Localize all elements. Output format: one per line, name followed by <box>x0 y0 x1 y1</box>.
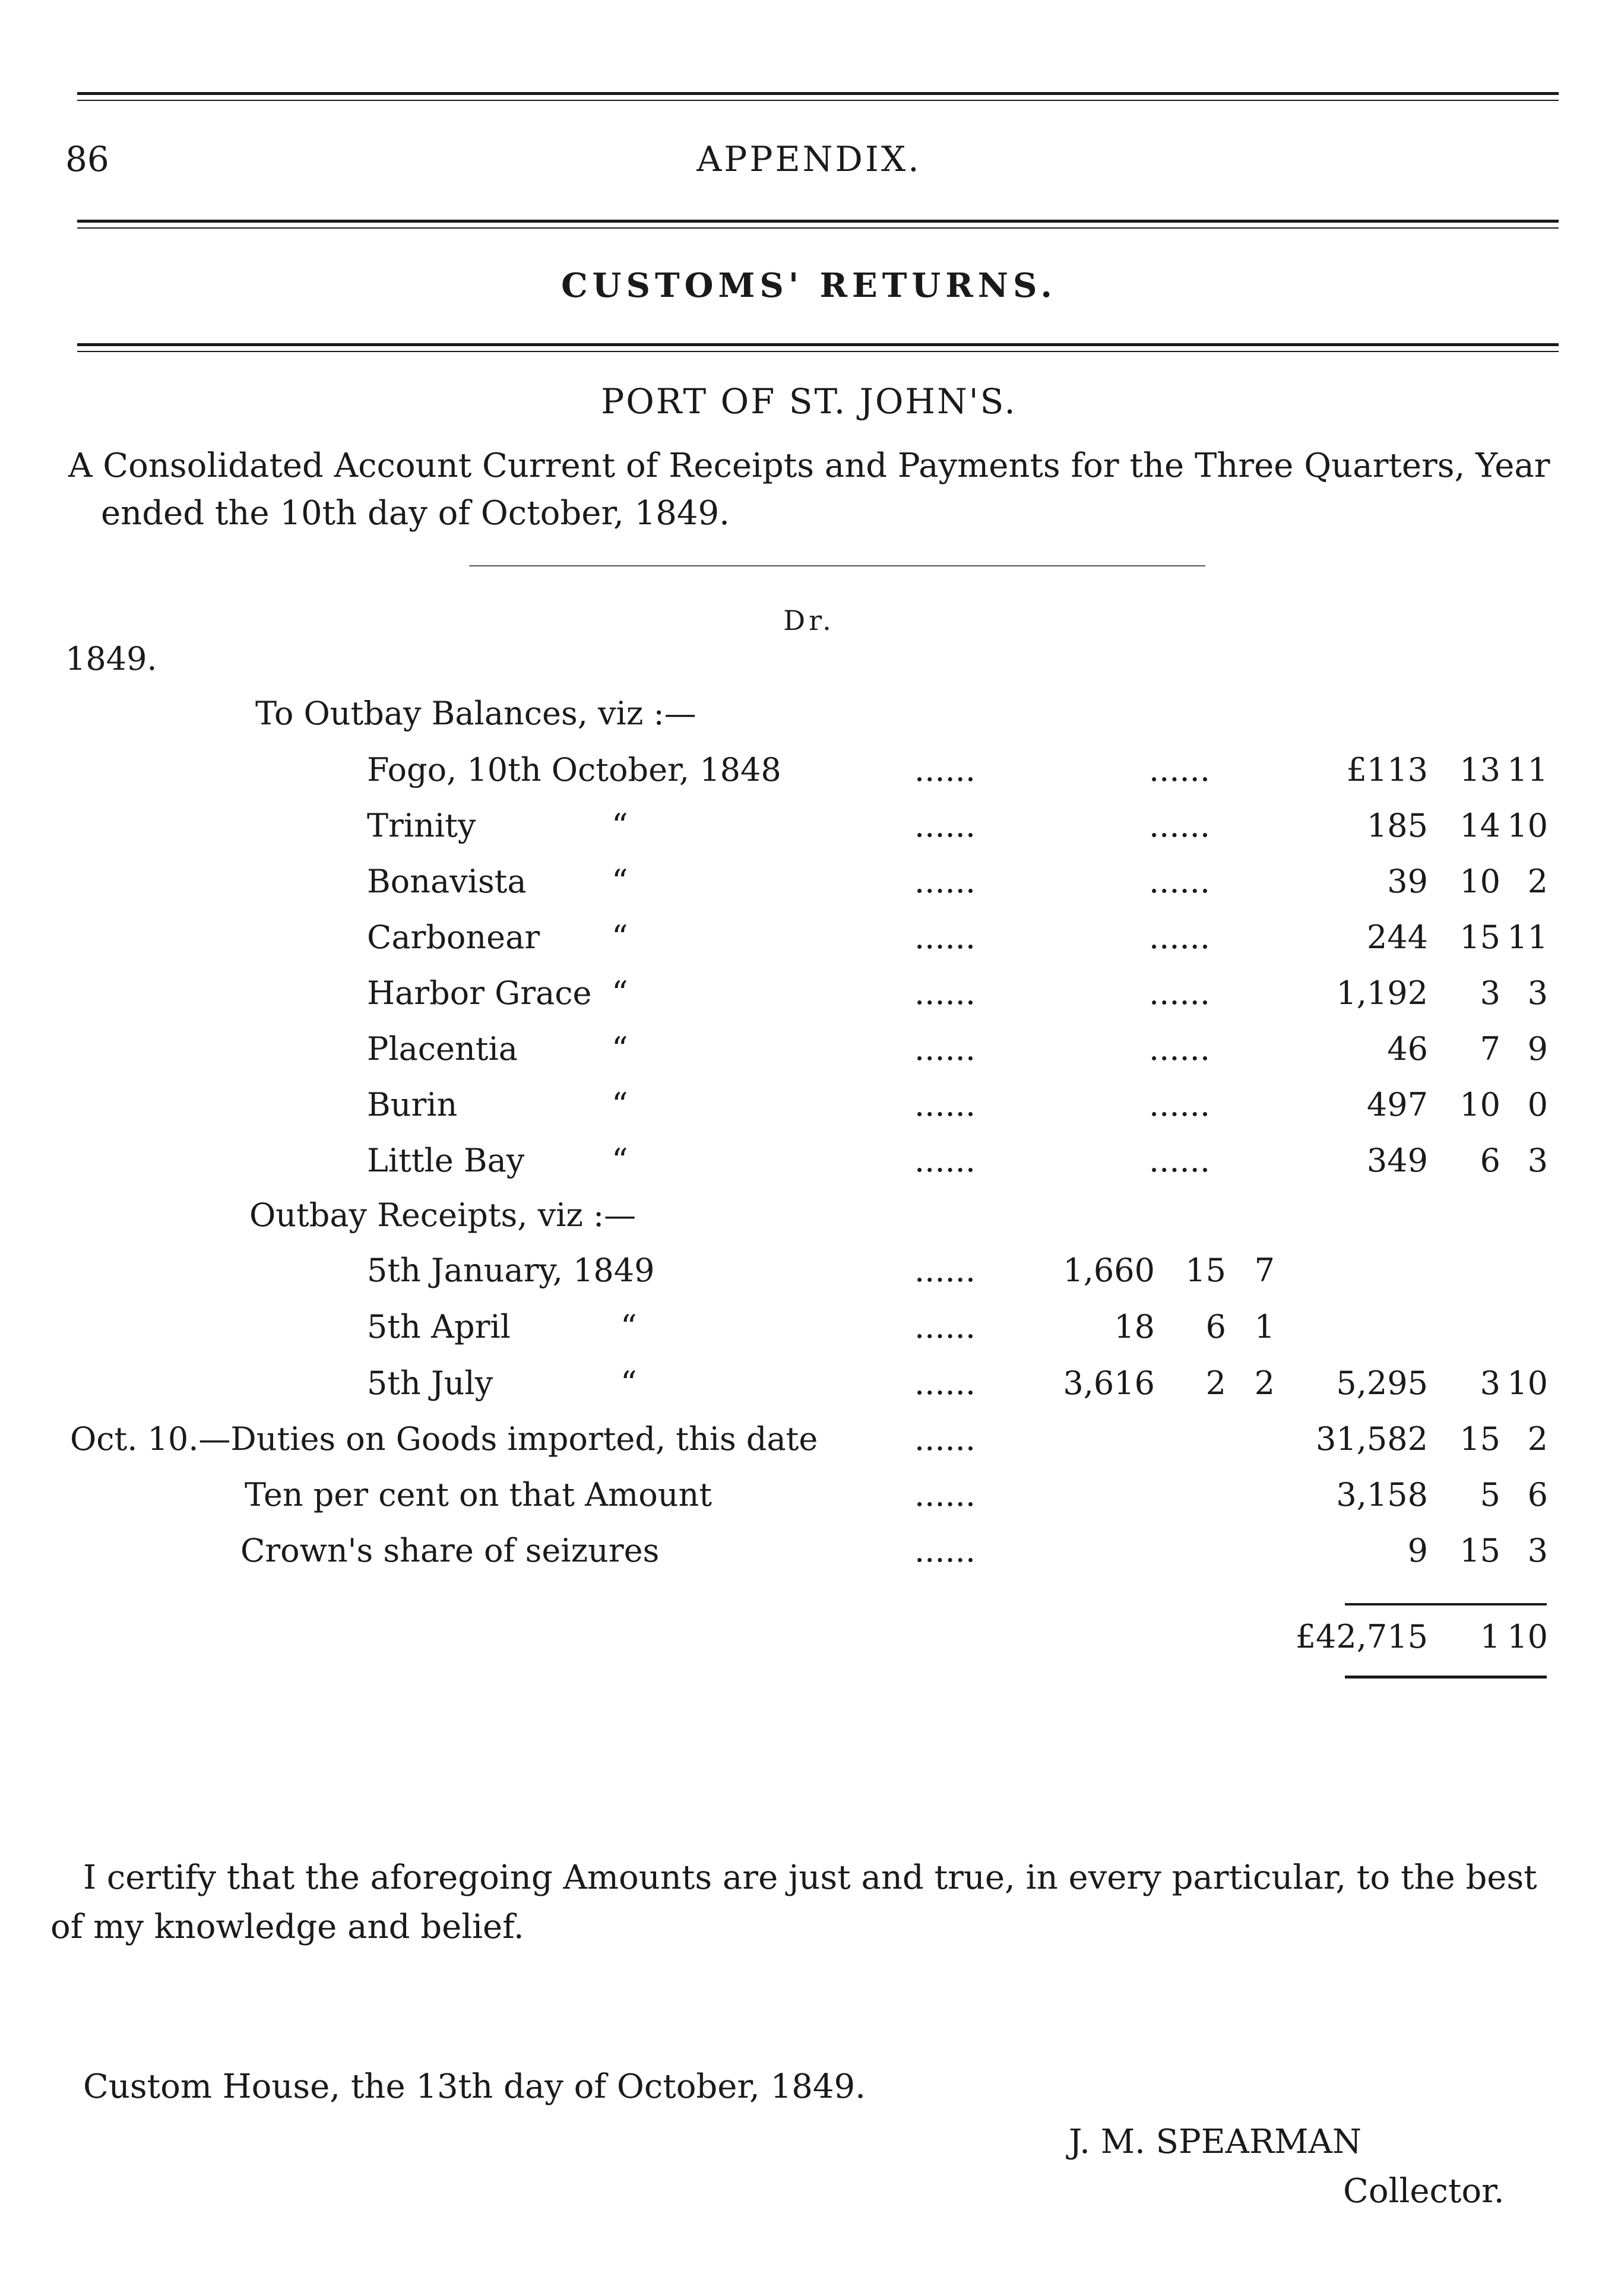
amount-pounds: 46 <box>1387 1030 1428 1068</box>
amount-pence: 3 <box>1527 974 1548 1012</box>
leader-dots: ...... <box>914 1420 976 1458</box>
leader-dots: ...... <box>1149 751 1210 788</box>
receipt-pounds: 3,616 <box>1063 1364 1155 1402</box>
ditto-mark: “ <box>612 974 628 1012</box>
section-title: CUSTOMS' RETURNS. <box>561 266 1057 305</box>
amount-pence: 0 <box>1527 1086 1548 1123</box>
leader-dots: ...... <box>914 807 976 844</box>
duty-shillings: 15 <box>1459 1420 1500 1458</box>
amount-pence: 11 <box>1507 751 1548 788</box>
outbay-receipts-heading: Outbay Receipts, viz :— <box>249 1196 637 1234</box>
duty-pence: 2 <box>1527 1420 1548 1458</box>
leader-dots: ...... <box>914 1476 976 1513</box>
leader-dots: ...... <box>1149 974 1210 1012</box>
balance-place: Bonavista <box>367 863 527 900</box>
amount-pence: 10 <box>1507 807 1548 844</box>
amount-shillings: 7 <box>1480 1030 1500 1068</box>
receipt-pounds: 18 <box>1114 1308 1155 1345</box>
balance-place: Burin <box>367 1086 458 1123</box>
balance-place: Placentia <box>367 1030 518 1068</box>
leader-dots: ...... <box>1149 1142 1210 1179</box>
leader-dots: ...... <box>914 1364 976 1402</box>
leader-dots: ...... <box>914 1308 976 1345</box>
receipt-date: 5th July <box>367 1364 493 1402</box>
leader-dots: ...... <box>1149 863 1210 900</box>
ditto-mark: “ <box>612 1142 628 1179</box>
balance-place: Harbor Grace <box>367 974 592 1012</box>
balance-place: Trinity <box>367 807 476 844</box>
amount-shillings: 10 <box>1459 1086 1500 1123</box>
signatory-name: J. M. SPEARMAN <box>1069 2123 1361 2161</box>
total-rule-below <box>1345 1676 1547 1679</box>
grand-total-pounds: £42,715 <box>1295 1618 1428 1655</box>
receipt-pounds: 1,660 <box>1063 1252 1155 1289</box>
receipts-total-pence: 10 <box>1507 1364 1548 1402</box>
duty-pence: 3 <box>1527 1532 1548 1569</box>
leader-dots: ...... <box>1149 1030 1210 1068</box>
leader-dots: ...... <box>1149 807 1210 844</box>
amount-pounds: 39 <box>1387 863 1428 900</box>
balance-place: Carbonear <box>367 919 540 956</box>
duty-shillings: 5 <box>1480 1476 1500 1513</box>
amount-pence: 11 <box>1507 919 1548 956</box>
top-rule-thin <box>77 100 1559 101</box>
section-rule <box>77 343 1559 346</box>
amount-pounds: 244 <box>1366 919 1428 956</box>
receipts-total-shillings: 3 <box>1480 1364 1500 1402</box>
duty-pence: 6 <box>1527 1476 1548 1513</box>
ditto-mark: “ <box>612 807 628 844</box>
account-description-line-1: A Consolidated Account Current of Receipts and Payments for the Three Quarters, Year <box>68 446 1550 485</box>
leader-dots: ...... <box>914 974 976 1012</box>
ditto-mark: “ <box>612 1086 628 1123</box>
signatory-title: Collector. <box>1343 2172 1505 2211</box>
balance-place: Little Bay <box>367 1142 525 1179</box>
leader-dots: ...... <box>1149 1086 1210 1123</box>
grand-total-shillings: 1 <box>1480 1618 1500 1655</box>
duty-pounds: 31,582 <box>1316 1420 1428 1458</box>
amount-pence: 2 <box>1527 863 1548 900</box>
amount-shillings: 10 <box>1459 863 1500 900</box>
amount-pounds: 185 <box>1366 807 1428 844</box>
leader-dots: ...... <box>1149 919 1210 956</box>
amount-pounds: 1,192 <box>1336 974 1428 1012</box>
certification-line-2: of my knowledge and belief. <box>50 1908 524 1946</box>
receipt-pence: 1 <box>1254 1308 1275 1345</box>
section-rule-thin <box>77 351 1559 352</box>
ditto-mark: “ <box>612 919 628 956</box>
amount-shillings: 14 <box>1459 807 1500 844</box>
receipt-shillings: 15 <box>1185 1252 1226 1289</box>
leader-dots: ...... <box>914 1142 976 1179</box>
receipt-pence: 2 <box>1254 1364 1275 1402</box>
header-rule <box>77 220 1559 223</box>
duty-pounds: 3,158 <box>1336 1476 1428 1513</box>
leader-dots: ...... <box>914 863 976 900</box>
receipt-date: 5th April <box>367 1308 511 1345</box>
balance-place: Fogo, 10th October, 1848 <box>367 751 781 788</box>
ditto-mark: “ <box>612 863 628 900</box>
certification-line-1: I certify that the aforegoing Amounts are just and true, in every particular, to the best <box>83 1858 1537 1897</box>
amount-pence: 9 <box>1527 1030 1548 1068</box>
duty-pounds: 9 <box>1407 1532 1428 1569</box>
ditto-mark: “ <box>620 1364 637 1402</box>
debit-side-label: Dr. <box>783 604 835 636</box>
duty-label: Ten per cent on that Amount <box>245 1476 713 1513</box>
leader-dots: ...... <box>914 1252 976 1289</box>
duty-label: Crown's share of seizures <box>240 1532 660 1569</box>
top-rule <box>77 92 1559 95</box>
header-rule-thin <box>77 227 1559 229</box>
leader-dots: ...... <box>914 1532 976 1569</box>
place-and-date: Custom House, the 13th day of October, 1849. <box>83 2067 866 2106</box>
receipt-date: 5th January, 1849 <box>367 1252 655 1289</box>
port-title: PORT OF ST. JOHN'S. <box>601 381 1017 422</box>
receipt-pence: 7 <box>1254 1252 1275 1289</box>
amount-pounds: 497 <box>1366 1086 1428 1123</box>
title-divider <box>469 565 1205 566</box>
amount-shillings: 6 <box>1480 1142 1500 1179</box>
leader-dots: ...... <box>914 1086 976 1123</box>
account-year: 1849. <box>65 640 157 677</box>
outbay-balances-heading: To Outbay Balances, viz :— <box>255 695 696 732</box>
duty-label: Oct. 10.—Duties on Goods imported, this date <box>70 1420 818 1458</box>
amount-shillings: 15 <box>1459 919 1500 956</box>
leader-dots: ...... <box>914 751 976 788</box>
amount-pence: 3 <box>1527 1142 1548 1179</box>
leader-dots: ...... <box>914 919 976 956</box>
receipts-total-pounds: 5,295 <box>1336 1364 1428 1402</box>
receipt-shillings: 6 <box>1205 1308 1226 1345</box>
amount-pounds: 349 <box>1366 1142 1428 1179</box>
amount-shillings: 3 <box>1480 974 1500 1012</box>
receipt-shillings: 2 <box>1205 1364 1226 1402</box>
ditto-mark: “ <box>612 1030 628 1068</box>
total-rule-above <box>1345 1603 1547 1605</box>
grand-total-pence: 10 <box>1507 1618 1548 1655</box>
page-number: 86 <box>65 139 109 179</box>
amount-pounds: £113 <box>1346 751 1428 788</box>
amount-shillings: 13 <box>1459 751 1500 788</box>
account-description-line-2: ended the 10th day of October, 1849. <box>101 494 730 533</box>
duty-shillings: 15 <box>1459 1532 1500 1569</box>
ditto-mark: “ <box>620 1308 637 1345</box>
leader-dots: ...... <box>914 1030 976 1068</box>
running-head: APPENDIX. <box>696 139 922 179</box>
